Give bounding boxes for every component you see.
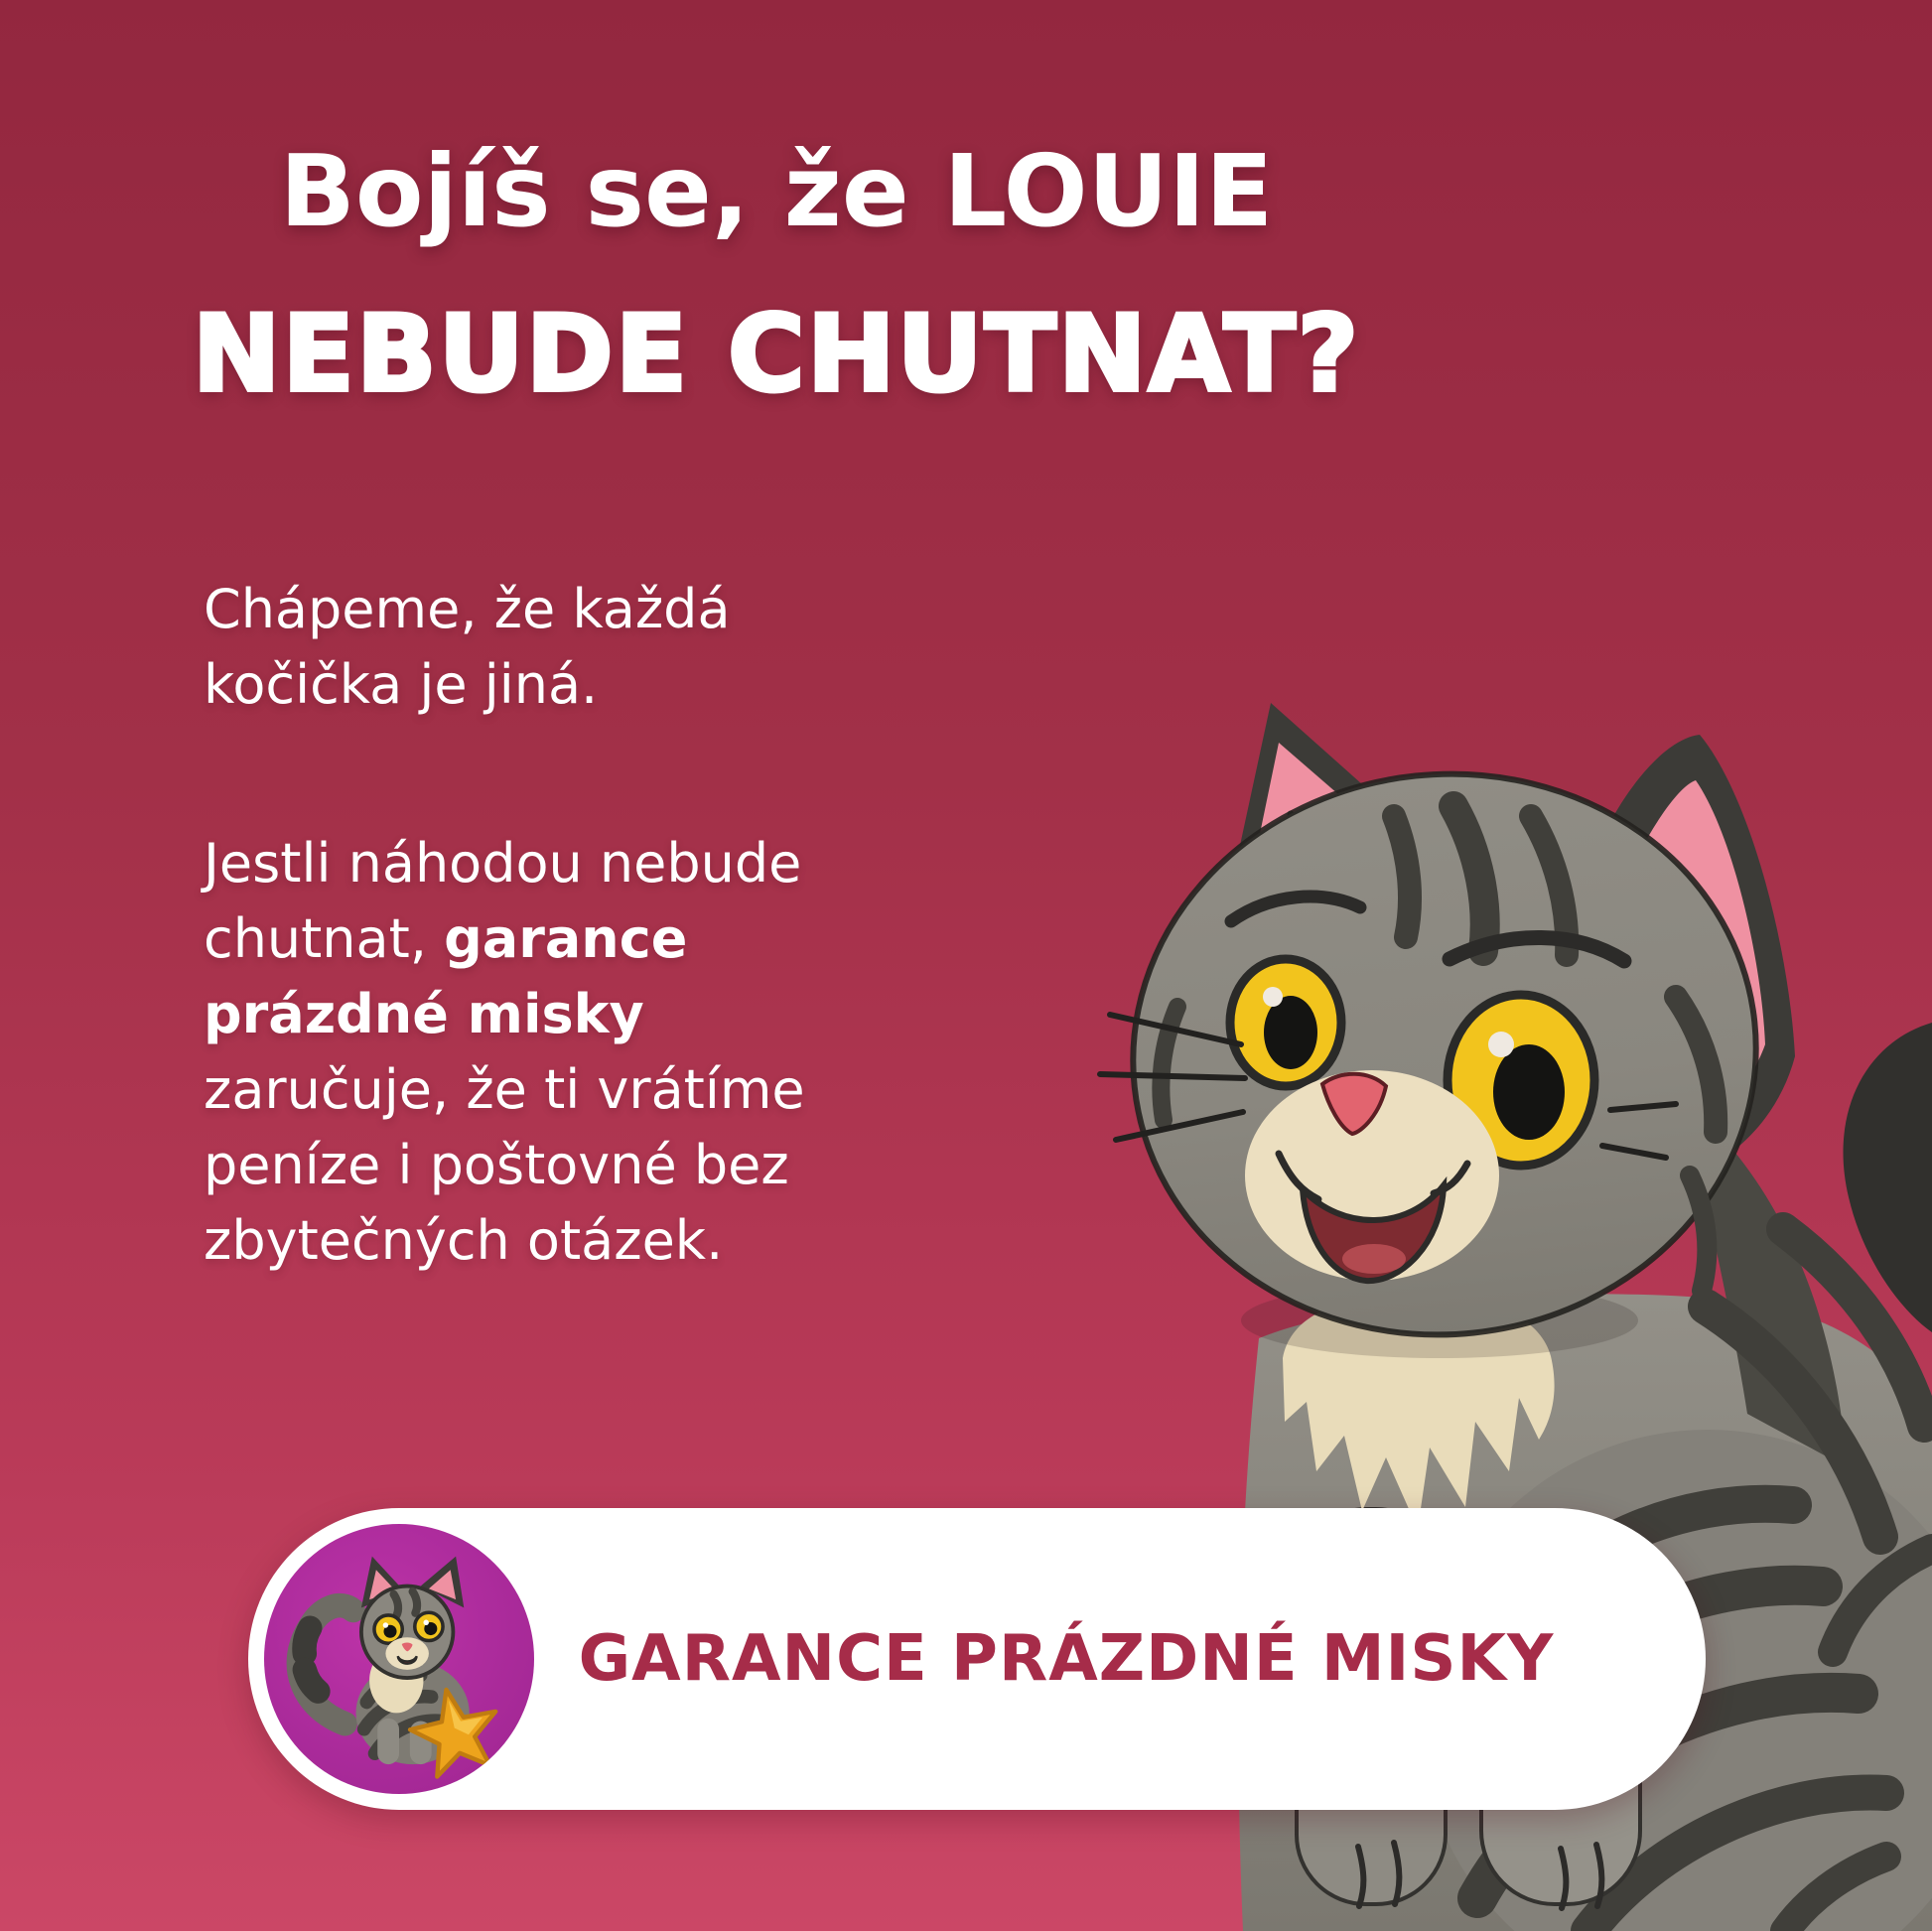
cat-eye-left: [1230, 959, 1341, 1086]
copy-line: peníze i poštovné bez: [204, 1134, 789, 1196]
copy-line: zaručuje, že ti vrátíme: [204, 1058, 805, 1121]
cat-with-star-mascot: [264, 1524, 534, 1794]
copy-line: kočička je jiná.: [204, 653, 599, 716]
copy-line: Jestli náhodou nebude: [204, 832, 802, 895]
headline-line-1: Bojíš se, že LOUIE: [279, 133, 1274, 249]
guarantee-badge: [248, 1508, 1706, 1810]
headline-line-2: NEBUDE CHUTNAT?: [192, 293, 1361, 415]
copy-line: zbytečných otázek.: [204, 1209, 724, 1272]
copy-line: chutnat, garance: [204, 907, 688, 970]
guarantee-badge-label: GARANCE PRÁZDNÉ MISKY: [578, 1622, 1555, 1696]
mascot-cat-icon: [264, 1524, 534, 1794]
copy-line: Chápeme, že každá: [204, 578, 731, 640]
copy-line: prázdné misky: [204, 983, 644, 1045]
